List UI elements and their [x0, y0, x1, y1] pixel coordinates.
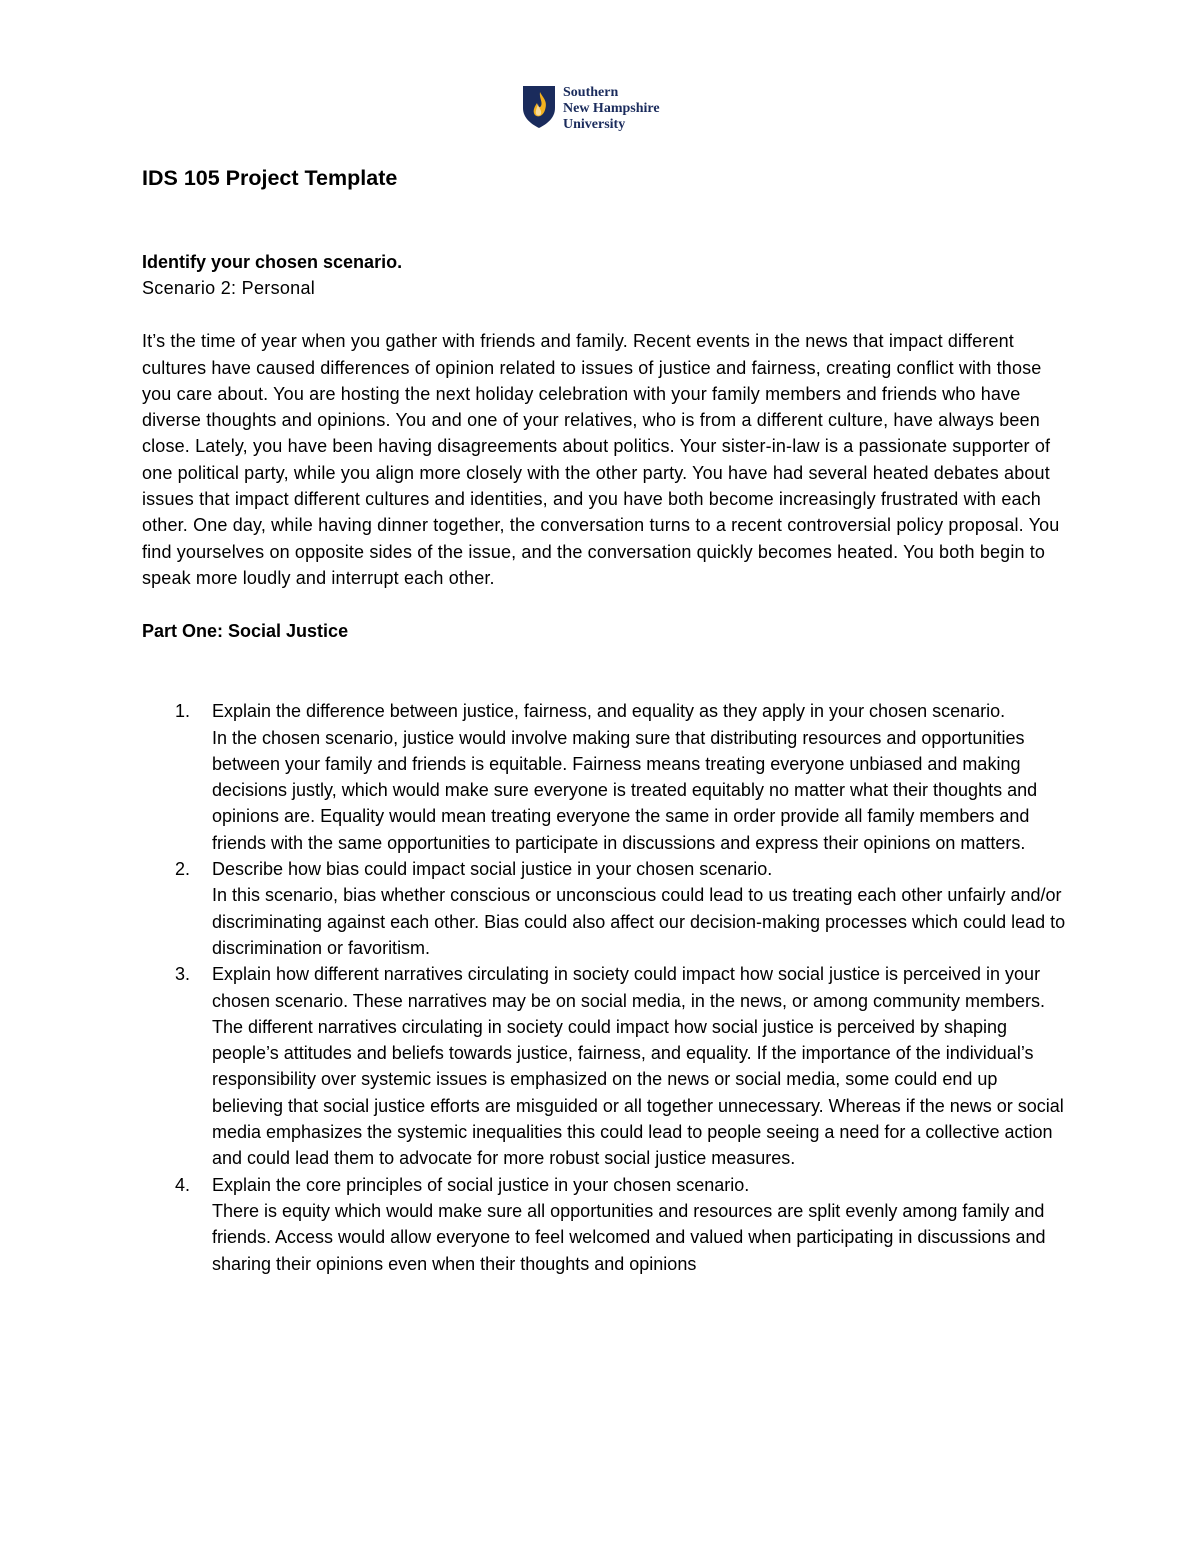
- question-text: Explain how different narratives circulating in society could impact how social justice is perceived in your chosen scenario. These narratives may be on social media, in the news, or among community members.: [212, 964, 1046, 1011]
- answer-text: In this scenario, bias whether conscious or unconscious could lead to us treating each other unfairly and/or discriminating against each other. Bias could also affect our decision-making processes which could lead to discrimination or favoritism.: [212, 885, 1066, 958]
- scenario-heading: Identify your chosen scenario.: [142, 252, 403, 272]
- logo-line-southern: Southern: [563, 85, 619, 100]
- answer-text: There is equity which would make sure all opportunities and resources are split evenly among family and friends. Access would allow everyone to feel welcomed and valued when participating in discussions and sharing their opinions even when their thoughts and opinions: [212, 1200, 1046, 1274]
- question-number: 4.: [175, 1174, 191, 1195]
- question-text: Describe how bias could impact social justice in your chosen scenario.: [212, 859, 773, 880]
- question-item: [142, 856, 1072, 961]
- logo-line-university: University: [563, 117, 626, 132]
- logo-wordmark: [563, 85, 660, 133]
- document-title: IDS 105 Project Template: [142, 166, 398, 190]
- question-item: [142, 698, 1072, 856]
- answer-text: The different narratives circulating in society could impact how social justice is perceived by shaping people’s attitudes and beliefs towards justice, fairness, and equality. If the importance of the individual’s responsibility over systemic issues is emphasized on the news or social media, some could end up believing that social justice efforts are misguided or all together unnecessary. Whereas if the news or social media emphasizes the systemic inequalities this could lead to people seeing a need for a collective action and could lead them to advocate for more robust social justice measures.: [212, 1016, 1064, 1169]
- question-number: 3.: [175, 964, 191, 985]
- question-number: 1.: [175, 701, 191, 722]
- question-item: [142, 961, 1072, 1171]
- shield-flame-icon: [521, 84, 557, 130]
- question-text: Explain the core principles of social justice in your chosen scenario.: [212, 1174, 750, 1195]
- snhu-logo: [521, 84, 660, 133]
- scenario-text: It’s the time of year when you gather with friends and family. Recent events in the news that impact different cultures have caused differences of opinion related to issues of justice and fairness, creating conflict with those you care about. You are hosting the next holiday celebration with your family members and friends who have diverse thoughts and opinions. You and one of your relatives, who is from a different culture, have always been close. Lately, you have been having disagreements about politics. Your sister-in-law is a passionate supporter of one political party, while you align more closely with the other party. You have had several heated debates about issues that impact different cultures and identities, and you have both become increasingly frustrated with each other. One day, while having dinner together, the conversation turns to a recent controversial policy proposal. You find yourselves on opposite sides of the issue, and the conversation quickly becomes heated. You both begin to speak more loudly and interrupt each other.: [142, 331, 1060, 588]
- scenario-label: Scenario 2: Personal: [142, 278, 316, 298]
- logo-line-new-hampshire: New Hampshire: [563, 101, 660, 116]
- part-one-heading: Part One: Social Justice: [142, 621, 349, 642]
- document-body: [142, 163, 1072, 1277]
- question-item: [142, 1172, 1072, 1277]
- question-list: [142, 698, 1072, 1277]
- question-number: 2.: [175, 859, 191, 880]
- question-text: Explain the difference between justice, fairness, and equality as they apply in your chosen scenario.: [212, 701, 1006, 722]
- answer-text: In the chosen scenario, justice would involve making sure that distributing resources and opportunities between your family and friends is equitable. Fairness means treating everyone unbiased and making decisions justly, which would make sure everyone is treated equitably no matter what their thoughts and opinions are. Equality would mean treating everyone the same in order provide all family members and friends with the same opportunities to participate in discussions and express their opinions on matters.: [212, 727, 1038, 853]
